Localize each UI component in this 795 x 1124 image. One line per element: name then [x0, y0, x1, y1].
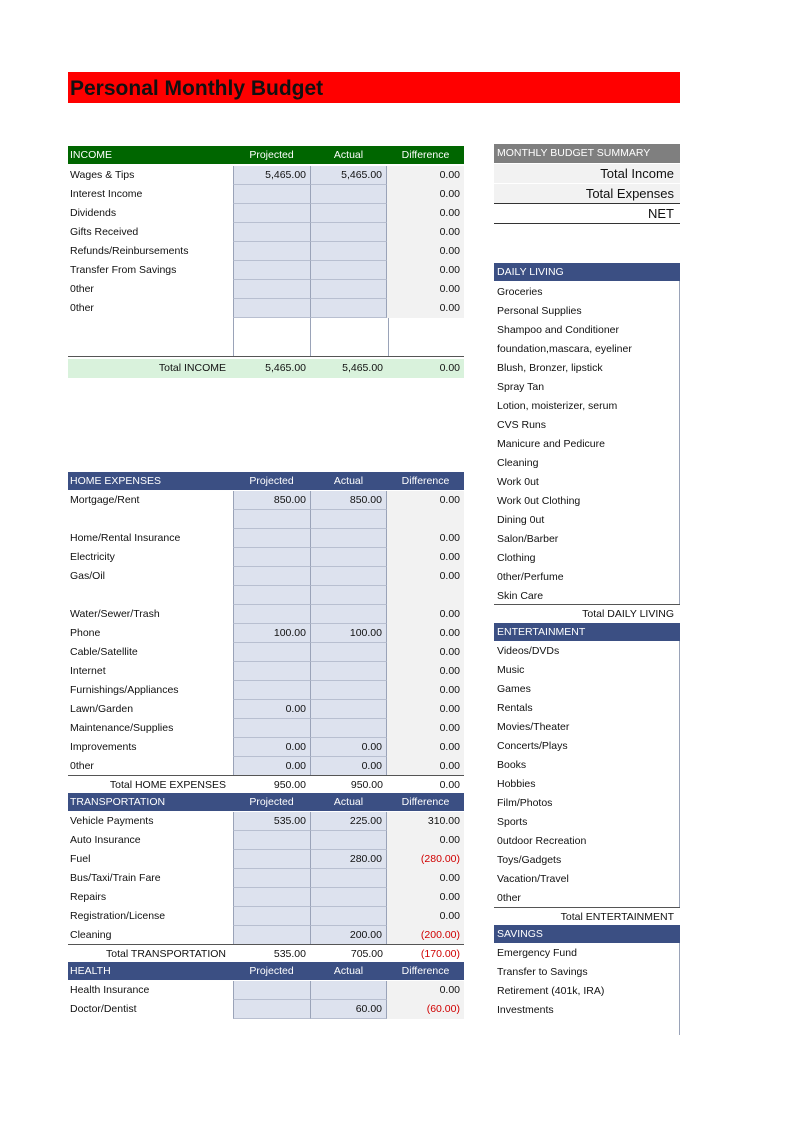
row-label: Maintenance/Supplies [70, 722, 174, 734]
difference-value: 0.00 [387, 548, 464, 567]
projected-input[interactable] [233, 981, 310, 1000]
projected-input[interactable]: 0.00 [233, 757, 310, 776]
projected-input[interactable] [233, 242, 310, 261]
actual-input[interactable] [310, 719, 387, 738]
row-label [68, 510, 233, 529]
entertainment-item[interactable]: Film/Photos [497, 797, 553, 809]
difference-value [387, 510, 464, 529]
daily-item[interactable]: Cleaning [497, 457, 539, 469]
difference-value: (60.00) [387, 1000, 464, 1019]
row-label: Refunds/Reinbursements [70, 245, 189, 257]
daily-item[interactable]: foundation,mascara, eyeliner [497, 343, 632, 355]
row-label: Internet [70, 665, 106, 677]
daily-item[interactable]: Clothing [497, 552, 536, 564]
difference-value: 0.00 [387, 831, 464, 850]
income-header [68, 146, 464, 164]
projected-input[interactable]: 5,465.00 [233, 166, 310, 185]
health-row [68, 1000, 464, 1019]
entertainment-item[interactable]: Books [497, 759, 527, 771]
projected-input[interactable]: 535.00 [233, 812, 310, 831]
difference-value: 0.00 [387, 624, 464, 643]
actual-input[interactable] [310, 567, 387, 586]
projected-input[interactable] [233, 888, 310, 907]
row-label: Home/Rental Insurance [70, 532, 181, 544]
home-row [68, 567, 464, 586]
difference-value: 0.00 [387, 280, 464, 299]
actual-header: Actual [333, 149, 364, 161]
row-label: Dividends [70, 207, 117, 219]
daily-item[interactable]: Manicure and Pedicure [497, 438, 605, 450]
projected-header: Projected [249, 796, 294, 808]
entertainment-item[interactable]: Music [497, 664, 525, 676]
difference-value: 0.00 [387, 700, 464, 719]
row-label: Interest Income [70, 188, 143, 200]
home-total-projected: 950.00 [273, 779, 306, 791]
actual-input[interactable] [310, 529, 387, 548]
projected-header: Projected [249, 149, 294, 161]
entertainment-item[interactable]: Movies/Theater [497, 721, 570, 733]
income-row [68, 204, 464, 223]
actual-input[interactable] [310, 681, 387, 700]
actual-input[interactable] [310, 662, 387, 681]
actual-input[interactable]: 5,465.00 [310, 166, 387, 185]
actual-input[interactable] [310, 700, 387, 719]
actual-header: Actual [333, 965, 364, 977]
projected-input[interactable] [233, 926, 310, 945]
difference-value: 0.00 [387, 869, 464, 888]
row-label: Transfer From Savings [70, 264, 177, 276]
row-label [68, 586, 233, 605]
income-row [68, 261, 464, 280]
home-header [68, 472, 464, 490]
projected-header: Projected [249, 965, 294, 977]
transport-total-actual: 705.00 [350, 948, 383, 960]
actual-input[interactable] [310, 261, 387, 280]
row-label: Cleaning [70, 929, 112, 941]
home-row [68, 529, 464, 548]
projected-input[interactable] [233, 719, 310, 738]
difference-value: 0.00 [387, 166, 464, 185]
projected-input[interactable]: 850.00 [233, 491, 310, 510]
difference-value: 0.00 [387, 491, 464, 510]
actual-input[interactable] [310, 204, 387, 223]
savings-item[interactable]: Transfer to Savings [497, 966, 588, 978]
home-total-actual: 950.00 [350, 779, 383, 791]
row-label: 0ther [70, 760, 94, 772]
transport-row [68, 831, 464, 850]
projected-input[interactable] [233, 299, 310, 318]
home-row [68, 548, 464, 567]
income-row [68, 242, 464, 261]
daily-item[interactable]: Skin Care [497, 590, 544, 602]
transport-row [68, 869, 464, 888]
home-total-difference: 0.00 [439, 779, 460, 791]
difference-value: 0.00 [387, 738, 464, 757]
row-label: Wages & Tips [70, 169, 135, 181]
row-label: Fuel [70, 853, 91, 865]
entertainment-item[interactable]: Vacation/Travel [497, 873, 569, 885]
row-label: Gas/Oil [70, 570, 106, 582]
health-header-label: HEALTH [70, 965, 111, 977]
entertainment-item[interactable]: 0utdoor Recreation [497, 835, 587, 847]
transport-header [68, 793, 464, 811]
difference-value: 0.00 [387, 888, 464, 907]
projected-input[interactable] [233, 567, 310, 586]
home-row [68, 605, 464, 624]
actual-input[interactable] [310, 242, 387, 261]
difference-value [387, 586, 464, 605]
transport-row [68, 850, 464, 869]
savings-item[interactable]: Investments [497, 1004, 554, 1016]
income-row [68, 166, 464, 185]
transport-row [68, 888, 464, 907]
difference-value: 0.00 [387, 681, 464, 700]
home-row [68, 662, 464, 681]
entertainment-item[interactable]: Concerts/Plays [497, 740, 568, 752]
summary-total-expenses: Total Expenses [494, 184, 680, 203]
row-label: Vehicle Payments [70, 815, 154, 827]
projected-input[interactable] [233, 850, 310, 869]
entertainment-item[interactable]: Toys/Gadgets [497, 854, 562, 866]
row-label: Mortgage/Rent [70, 494, 140, 506]
projected-header: Projected [249, 475, 294, 487]
daily-item[interactable]: Dining 0ut [497, 514, 545, 526]
difference-value: 0.00 [387, 529, 464, 548]
difference-header: Difference [401, 965, 450, 977]
actual-input[interactable] [310, 643, 387, 662]
row-label: Health Insurance [70, 984, 150, 996]
transport-total-label: Total TRANSPORTATION [106, 948, 226, 960]
transport-total-projected: 535.00 [273, 948, 306, 960]
income-total-projected: 5,465.00 [265, 362, 306, 374]
difference-value: (200.00) [387, 926, 464, 945]
transport-row [68, 907, 464, 926]
summary-net: NET [648, 206, 674, 221]
home-total-label: Total HOME EXPENSES [109, 779, 226, 791]
entertainment-item[interactable]: 0ther [497, 892, 521, 904]
row-label: 0ther [70, 302, 94, 314]
income-row [68, 185, 464, 204]
projected-input[interactable] [233, 529, 310, 548]
health-header [68, 962, 464, 980]
savings-item[interactable]: Emergency Fund [497, 947, 577, 959]
actual-input[interactable] [310, 869, 387, 888]
income-total-row [68, 359, 464, 378]
home-row [68, 700, 464, 719]
home-row [68, 624, 464, 643]
actual-input[interactable]: 850.00 [310, 491, 387, 510]
daily-item[interactable]: CVS Runs [497, 419, 547, 431]
difference-value: 0.00 [387, 981, 464, 1000]
income-total-difference: 0.00 [439, 362, 460, 374]
entertainment-header: ENTERTAINMENT [494, 623, 680, 641]
daily-item[interactable]: Salon/Barber [497, 533, 559, 545]
actual-input[interactable]: 225.00 [310, 812, 387, 831]
daily-item[interactable]: 0ther/Perfume [497, 571, 564, 583]
difference-header: Difference [401, 796, 450, 808]
difference-value: 0.00 [387, 567, 464, 586]
projected-input[interactable] [233, 605, 310, 624]
projected-input[interactable]: 0.00 [233, 738, 310, 757]
daily-item[interactable]: Blush, Bronzer, lipstick [497, 362, 603, 374]
page-title: Personal Monthly Budget [68, 72, 680, 103]
row-label: Water/Sewer/Trash [70, 608, 160, 620]
projected-input[interactable]: 100.00 [233, 624, 310, 643]
daily-item[interactable]: Work 0ut Clothing [497, 495, 581, 507]
actual-input[interactable]: 280.00 [310, 850, 387, 869]
actual-input[interactable] [310, 280, 387, 299]
daily-item[interactable]: Groceries [497, 286, 543, 298]
savings-item[interactable]: Retirement (401k, IRA) [497, 985, 605, 997]
income-row [68, 299, 464, 318]
difference-value: 0.00 [387, 643, 464, 662]
difference-value: (280.00) [387, 850, 464, 869]
transport-total-difference: (170.00) [420, 948, 460, 960]
difference-value: 0.00 [387, 299, 464, 318]
difference-header: Difference [401, 475, 450, 487]
actual-input[interactable] [310, 223, 387, 242]
actual-input[interactable] [310, 888, 387, 907]
daily-item[interactable]: Spray Tan [497, 381, 545, 393]
actual-input[interactable] [310, 299, 387, 318]
difference-value: 0.00 [387, 605, 464, 624]
entertainment-item[interactable]: Sports [497, 816, 528, 828]
difference-value: 310.00 [387, 812, 464, 831]
difference-value: 0.00 [387, 907, 464, 926]
row-label: Phone [70, 627, 101, 639]
summary-total-income: Total Income [494, 164, 680, 183]
health-row [68, 981, 464, 1000]
savings-header: SAVINGS [494, 925, 680, 943]
row-label: Doctor/Dentist [70, 1003, 137, 1015]
row-label: Gifts Received [70, 226, 139, 238]
home-row [68, 738, 464, 757]
actual-input[interactable] [310, 605, 387, 624]
actual-header: Actual [333, 796, 364, 808]
actual-input[interactable]: 0.00 [310, 738, 387, 757]
projected-input[interactable] [233, 586, 310, 605]
actual-input[interactable] [310, 907, 387, 926]
projected-input[interactable] [233, 280, 310, 299]
projected-input[interactable] [233, 185, 310, 204]
actual-input[interactable]: 100.00 [310, 624, 387, 643]
actual-input[interactable]: 0.00 [310, 757, 387, 776]
actual-input[interactable]: 200.00 [310, 926, 387, 945]
entertainment-item[interactable]: Games [497, 683, 531, 695]
home-row [68, 719, 464, 738]
income-total-label: Total INCOME [158, 362, 226, 374]
projected-input[interactable]: 0.00 [233, 700, 310, 719]
projected-input[interactable] [233, 869, 310, 888]
projected-input[interactable] [233, 204, 310, 223]
projected-input[interactable] [233, 643, 310, 662]
row-label: Improvements [70, 741, 137, 753]
home-row [68, 586, 464, 605]
home-header-label: HOME EXPENSES [70, 475, 162, 487]
projected-input[interactable] [233, 1000, 310, 1019]
home-row [68, 510, 464, 529]
actual-input[interactable] [310, 981, 387, 1000]
projected-input[interactable] [233, 831, 310, 850]
difference-value: 0.00 [387, 185, 464, 204]
projected-input[interactable] [233, 681, 310, 700]
transport-row [68, 812, 464, 831]
actual-header: Actual [333, 475, 364, 487]
entertainment-item[interactable]: Rentals [497, 702, 533, 714]
difference-value: 0.00 [387, 662, 464, 681]
home-row [68, 643, 464, 662]
row-label: Furnishings/Appliances [70, 684, 179, 696]
difference-header: Difference [401, 149, 450, 161]
summary-header: MONTHLY BUDGET SUMMARY [494, 144, 680, 163]
home-row [68, 491, 464, 510]
projected-input[interactable] [233, 907, 310, 926]
row-label: 0ther [70, 283, 94, 295]
difference-value: 0.00 [387, 223, 464, 242]
income-row [68, 280, 464, 299]
income-header-label: INCOME [70, 149, 112, 161]
actual-input[interactable]: 60.00 [310, 1000, 387, 1019]
income-row [68, 223, 464, 242]
difference-value: 0.00 [387, 719, 464, 738]
row-label: Registration/License [70, 910, 166, 922]
difference-value: 0.00 [387, 204, 464, 223]
row-label: Lawn/Garden [70, 703, 134, 715]
actual-input[interactable] [310, 548, 387, 567]
projected-input[interactable] [233, 223, 310, 242]
daily-item[interactable]: Work 0ut [497, 476, 539, 488]
actual-input[interactable] [310, 831, 387, 850]
daily-item[interactable]: Shampoo and Conditioner [497, 324, 620, 336]
home-row [68, 757, 464, 776]
entertainment-item[interactable]: Hobbies [497, 778, 536, 790]
row-label: Auto Insurance [70, 834, 141, 846]
difference-value: 0.00 [387, 261, 464, 280]
home-row [68, 681, 464, 700]
income-total-actual: 5,465.00 [342, 362, 383, 374]
entertainment-total: Total ENTERTAINMENT [560, 911, 674, 923]
entertainment-item[interactable]: Videos/DVDs [497, 645, 560, 657]
difference-value: 0.00 [387, 757, 464, 776]
projected-input[interactable] [233, 548, 310, 567]
actual-input[interactable] [310, 185, 387, 204]
row-label: Electricity [70, 551, 115, 563]
projected-input[interactable] [233, 510, 310, 529]
actual-input[interactable] [310, 586, 387, 605]
row-label: Cable/Satellite [70, 646, 138, 658]
daily-total: Total DAILY LIVING [582, 608, 674, 620]
actual-input[interactable] [310, 510, 387, 529]
row-label: Repairs [70, 891, 107, 903]
difference-value: 0.00 [387, 242, 464, 261]
projected-input[interactable] [233, 662, 310, 681]
daily-header: DAILY LIVING [494, 263, 680, 281]
transport-row [68, 926, 464, 945]
daily-item[interactable]: Lotion, moisterizer, serum [497, 400, 618, 412]
transport-header-label: TRANSPORTATION [70, 796, 166, 808]
daily-item[interactable]: Personal Supplies [497, 305, 582, 317]
projected-input[interactable] [233, 261, 310, 280]
row-label: Bus/Taxi/Train Fare [70, 872, 161, 884]
